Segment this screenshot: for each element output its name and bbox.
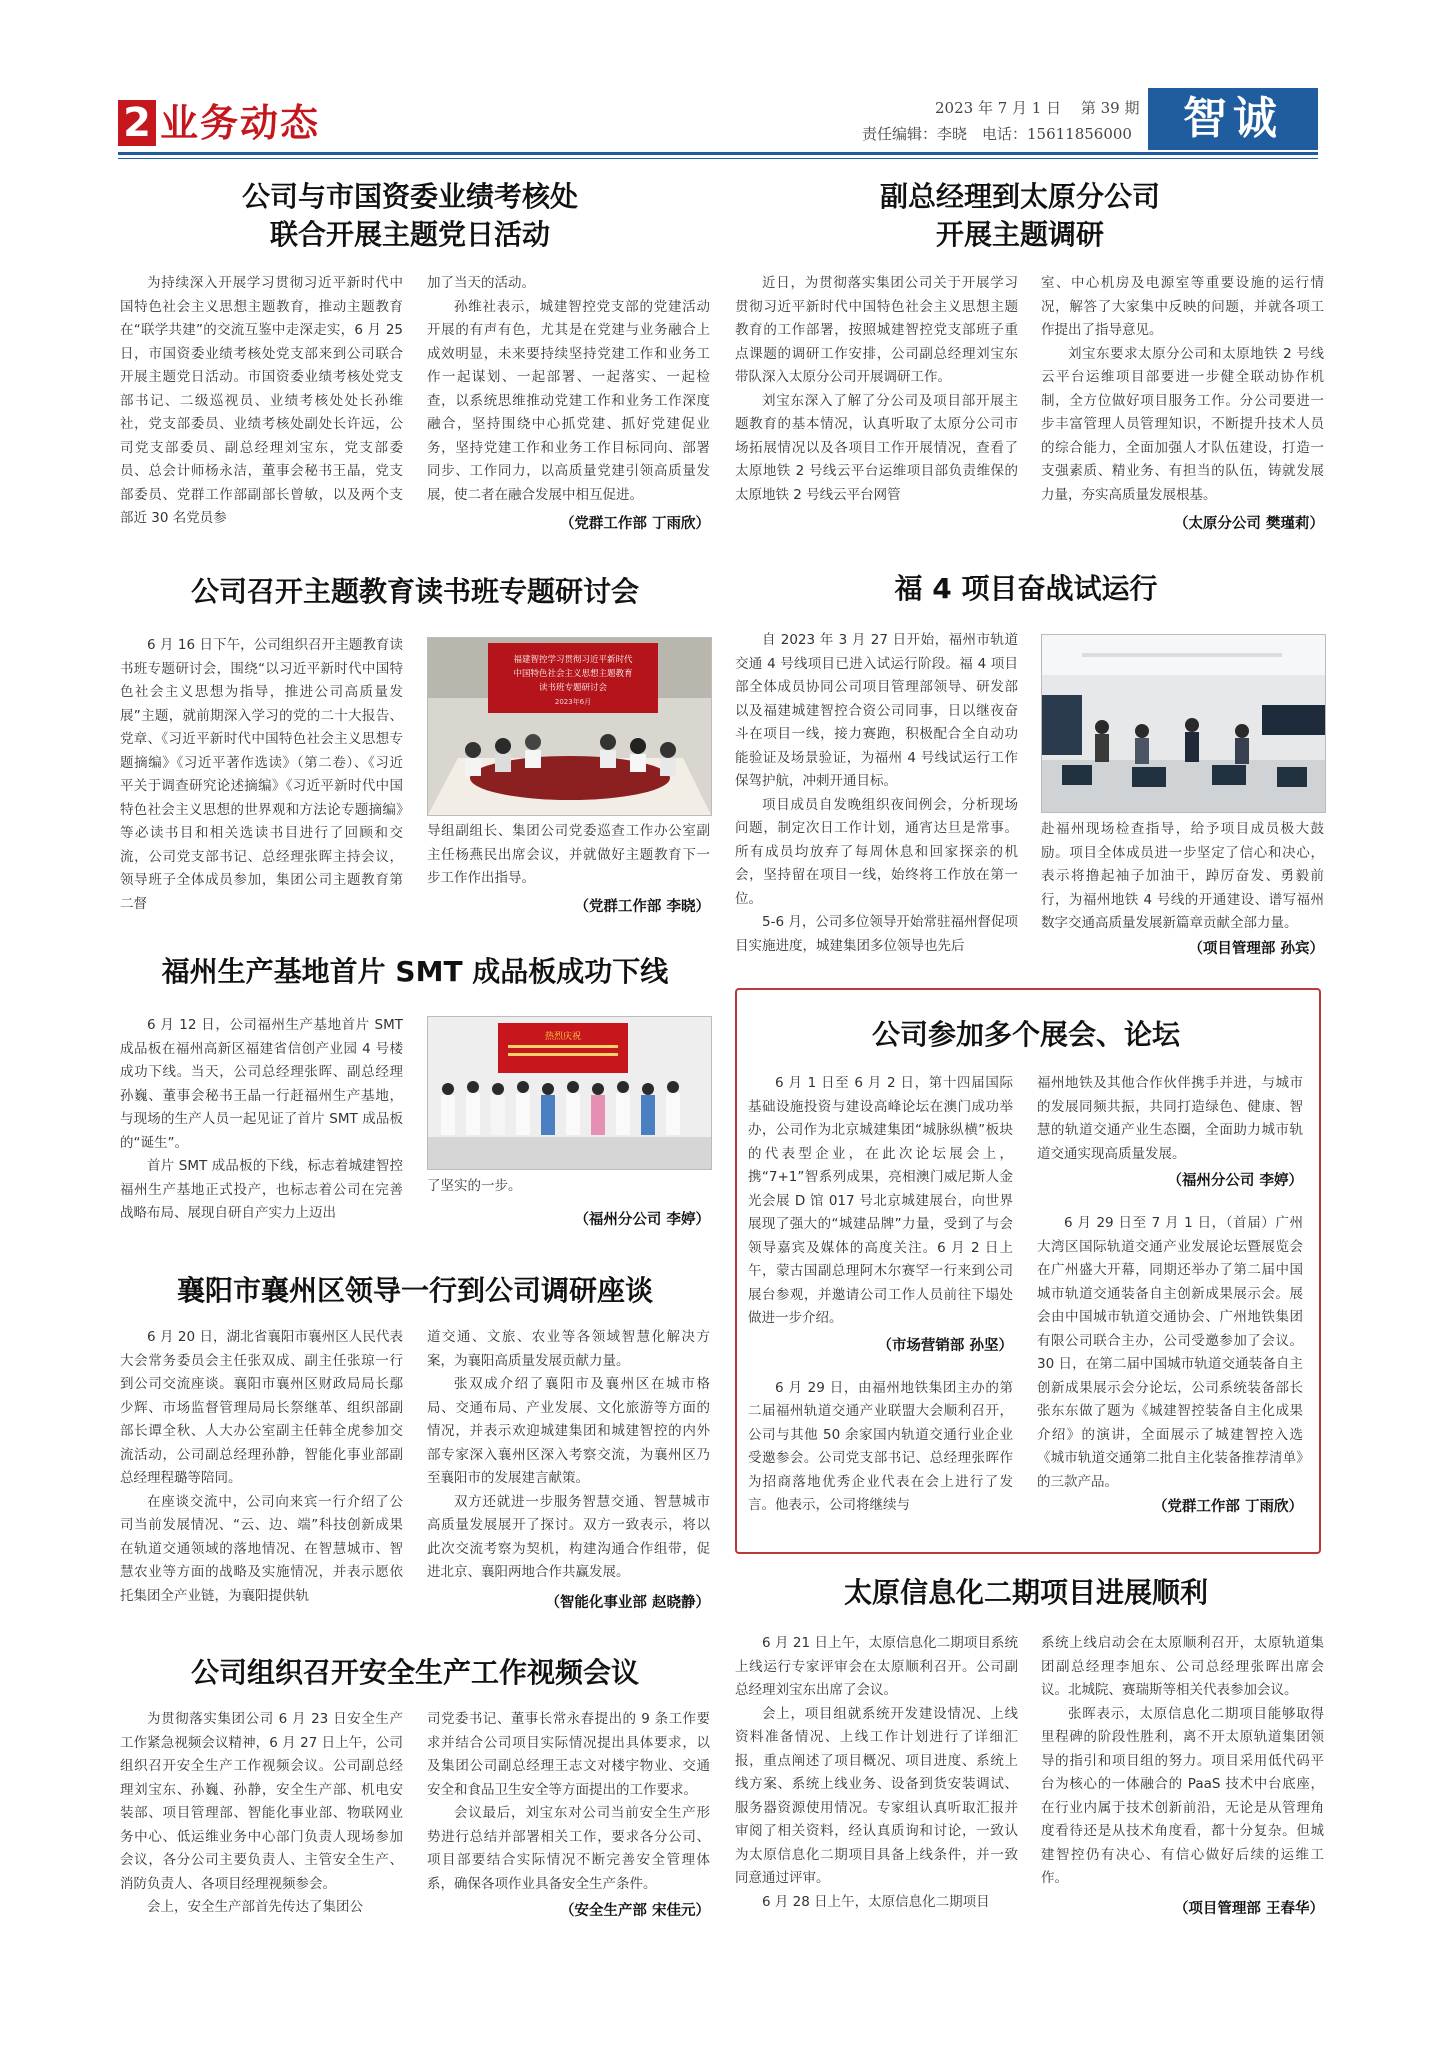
article-body: 室、中心机房及电源室等重要设施的运行情况，解答了大家集中反映的问题，并就各项工作提出了指导意见。 刘宝东要求太原分公司和太原地铁 2 号线云平台运维项目部要进一步健全联动协作机制，全方位做好项目服务工作。分公司要进一步丰富管理人员管理知识，不断提升技术人员的综合能力，全面加强人才队伍建设，打造一支强素质、精业务、有担当的队伍，铸就发展力量，夯实高质量发展根基。 <box>1041 275 1324 503</box>
team-photo <box>427 1016 712 1170</box>
byline: （安全生产部 宋佳元） <box>559 1903 710 1919</box>
article-body: 为贯彻落实集团公司 6 月 23 日安全生产工作紧急视频会议精神，6 月 27 日上午，公司组织召开安全生产工作视频会议。公司副总经理刘宝东、孙巍、孙静，安全生产部、机电安装部、项目管理部、智能化事业部、物联网业务中心、低运维业务中心部门负责人现场参加会议，各分公司主要负责人、主管安全生产、消防负责人、各项目经理视频参会。 会上，安全生产部首先传达了集团公 <box>120 1711 403 1915</box>
article-body: 了坚实的一步。 <box>427 1178 522 1194</box>
article-title: 福州生产基地首片 SMT 成品板成功下线 <box>161 955 669 988</box>
page-number: 2 <box>118 100 156 146</box>
article-title: 副总经理到太原分公司 开展主题调研 <box>879 180 1160 251</box>
article-body: 6 月 16 日下午，公司组织召开主题教育读书班专题研讨会，围绕“以习近平新时代中国特色社会主义思想为指导，推进公司高质量发展”主题，就前期深入学习的党的二十大报告、党章、《习近平新时代中国特色社会主义思想专题摘编》《习近平著作选读》（第二卷）、《习近平关于调查研究论述摘编》《习近平新时代中国特色社会主义思想的世界观和方法论专题摘编》等必读书目和相关选读书目进行了回顾和交流，公司党支部书记、总经理张晖主持会议，领导班子全体成员参加，集团公司主题教育第二督 <box>120 637 403 912</box>
brand-logo: 智诚 <box>1148 88 1318 150</box>
article-body: 6 月 1 日至 6 月 2 日，第十四届国际基础设施投资与建设高峰论坛在澳门成功举办，公司作为北京城建集团“城脉纵横”板块的代表型企业，在此次论坛展会上，携“7+1”智系列成果，亮相澳门威尼斯人金光会展 D 馆 017 号北京城建展台，向世界展现了强大的“城建品牌”力量，受到了与会领导嘉宾及媒体的高度关注。6 月 2 日上午，蒙古国副总理阿木尔赛罕一行来到公司展台参观，并邀请公司工作人员前往下塌处做进一步介绍。 （市场营销部 孙坚） 6 月 29 日，由福州地铁集团主办的第二届福州轨道交通产业联盟大会顺利召开，公司与其他 50 余家国内轨道交通行业企业受邀参会。公司党支部书记、总经理张晖作为招商落地优秀企业代表在会上进行了发言。他表示，公司将继续与 <box>748 1075 1013 1513</box>
control-room-photo <box>1041 634 1326 813</box>
article-body: 自 2023 年 3 月 27 日开始，福州市轨道交通 4 号线项目已进入试运行阶段。福 4 项目部全体成员协同公司项目管理部领导、研发部以及福建城建智控合资公司同事，日以继夜奋斗在项目一线，接力赛跑，积极配合全自动功能验证及场景验证，为福州 4 号线试运行工作保驾护航，冲刺开通目标。 项目成员自发晚组织夜间例会，分析现场问题，制定次日工作计划，通宵达旦是常事。所有成员均放弃了每周休息和回家探亲的机会，坚持留在项目一线，始终将工作放在第一位。 5-6 月，公司多位领导开始常驻福州督促项目实施进度，城建集团多位领导也先后 <box>735 632 1018 954</box>
article-title: 福 4 项目奋战试运行 <box>894 572 1158 605</box>
article-body: 赴福州现场检查指导，给予项目成员极大鼓励。项目全体成员进一步坚定了信心和决心，表示将撸起袖子加油干，踔厉奋发、勇毅前行，为福州地铁 4 号线的开通建设、谱写福州数字交通高质量发展新篇章贡献全部力量。 <box>1041 821 1324 931</box>
article-title: 太原信息化二期项目进展顺利 <box>843 1576 1208 1609</box>
byline: （项目管理部 孙宾） <box>1188 941 1324 957</box>
banner-date: 2023年6月 <box>554 698 592 706</box>
article-body: 加了当天的活动。 孙维社表示，城建智控党支部的党建活动开展的有声有色，尤其是在党建与业务融合上成效明显，未来要持续坚持党建工作和业务工作一起谋划、一起部署、一起落实、一起检查，以系统思维推动党建工作和业务工作深度融合，坚持围绕中心抓党建、抓好党建促业务，坚持党建工作和业务工作目标同向、部署同步、工作同力，以高质量党建引领高质量发展，使二者在融合发展中相互促进。 <box>427 275 710 503</box>
article-body: 道交通、文旅、农业等各领域智慧化解决方案，为襄阳高质量发展贡献力量。 张双成介绍了襄阳市及襄州区在城市格局、交通布局、产业发展、文化旅游等方面的情况，并表示欢迎城建集团和城建智控的内外部专家深入襄州区深入考察交流，为襄州区乃至襄阳市的发展建言献策。 双方还就进一步服务智慧交通、智慧城市高质量发展展开了探讨。双方一致表示，将以此次交流考察为契机，构建沟通合作组带，促进北京、襄阳两地合作共赢发展。 <box>427 1329 710 1580</box>
byline: （智能化事业部 赵晓静） <box>545 1595 710 1611</box>
banner-line-3: 读书班专题研讨会 <box>538 683 608 693</box>
control-room-illustration <box>1042 635 1325 812</box>
article-body: 6 月 12 日，公司福州生产基地首片 SMT 成品板在福州高新区福建省信创产业园 4 号楼成功下线。当天，公司总经理张晖、副总经理孙巍、董事会秘书王晶一行赶福州生产基地，与现场的生产人员一起见证了首片 SMT 成品板的“诞生”。 首片 SMT 成品板的下线，标志着城建智控福州生产基地正式投产，也标志着公司在完善战略布局、展现自研自产实力上迈出 <box>120 1017 403 1221</box>
article-body: 6 月 21 日上午，太原信息化二期项目系统上线运行专家评审会在太原顺利召开。公司副总经理刘宝东出席了会议。 会上，项目组就系统开发建设情况、上线资料准备情况、上线工作计划进行了详细汇报，重点阐述了项目概况、项目进度、系统上线方案、系统上线业务、设备到货安装调试、服务器资源使用情况。专家组认真听取汇报并审阅了相关资料，经认真质询和讨论，一致认为太原信息化二期项目具备上线条件，并一致同意通过评审。 6 月 28 日上午，太原信息化二期项目 <box>735 1635 1018 1910</box>
byline: （党群工作部 丁雨欣） <box>1152 1499 1303 1515</box>
article-title: 公司参加多个展会、论坛 <box>871 1018 1180 1051</box>
team-illustration <box>428 1017 711 1169</box>
header-rule <box>118 152 1318 155</box>
article-body: 为持续深入开展学习贯彻习近平新时代中国特色社会主义思想主题教育，推动主题教育在“联学共建”的交流互鉴中走深走实，6 月 25 日，市国资委业绩考核处党支部来到公司联合开展主题党日活动。市国资委业绩考核处党支部书记、二级巡视员、业绩考核处处长孙维社，党支部委员、业绩考核处副处长许远，公司党支部委员、副总经理刘宝东，党支部委员、总会计师杨永洁，董事会秘书王晶，党支部委员、党群工作部副部长曾敏，以及两个支部近 30 名党员参 <box>120 275 403 526</box>
byline: （党群工作部 丁雨欣） <box>559 516 710 532</box>
article-body: 近日，为贯彻落实集团公司关于开展学习贯彻习近平新时代中国特色社会主义思想主题教育的工作部署，按照城建智控党支部班子重点课题的调研工作安排，公司副总经理刘宝东带队深入太原分公司开展调研工作。 刘宝东深入了解了分公司及项目部开展主题教育的基本情况，认真听取了太原分公司市场拓展情况以及各项目工作开展情况，查看了太原地铁 2 号线云平台运维项目部负责维保的太原地铁 2 号线云平台网管 <box>735 275 1018 503</box>
article-body: 6 月 20 日，湖北省襄阳市襄州区人民代表大会常务委员会主任张双成、副主任张琼一行到公司交流座谈。襄阳市襄州区财政局局长鄢少辉、市场监督管理局局长祭继革、组织部副部长谭全秋、人大办公室副主任韩全虎参加交流活动，公司副总经理孙静，智能化事业部副总经理程璐等陪同。 在座谈交流中，公司向来宾一行介绍了公司当前发展情况、“云、边、端”科技创新成果在轨道交通领域的落地情况、在智慧城市、智慧农业等方面的战略及实施情况，并表示愿依托集团全产业链，为襄阳提供轨 <box>120 1329 403 1604</box>
editor-info: 责任编辑：李晓 电话：15611856000 <box>862 125 1132 143</box>
banner-text: 热烈庆祝 <box>544 1032 582 1042</box>
article-title: 公司组织召开安全生产工作视频会议 <box>190 1656 639 1689</box>
byline: （项目管理部 王春华） <box>1173 1901 1324 1917</box>
article-title: 公司与市国资委业绩考核处 联合开展主题党日活动 <box>241 180 578 251</box>
byline: （福州分公司 李婷） <box>1167 1173 1303 1189</box>
article-body: 司党委书记、董事长常永春提出的 9 条工作要求并结合公司项目实际情况提出具体要求，以及集团公司副总经理王志文对楼宇物业、交通安全和食品卫生安全等方面提出的工作要求。 会议最后，刘宝东对公司当前安全生产形势进行总结并部署相关工作，要求各分公司、项目部要结合实际情况不断完善安全管理体系，确保各项作业具备安全生产条件。 <box>427 1711 710 1892</box>
byline: （市场营销部 孙坚） <box>877 1337 1013 1354</box>
header-rule-thin <box>118 158 1318 159</box>
article-title: 公司召开主题教育读书班专题研讨会 <box>190 575 639 608</box>
article-body: 系统上线启动会在太原顺利召开，太原轨道集团副总经理李旭东、公司总经理张晖出席会议。北城院、赛瑞斯等相关代表参加会议。 张晖表示，太原信息化二期项目能够取得里程碑的阶段性胜利，离不开太原轨道集团领导的指引和项目组的努力。项目采用低代码平台为核心的一体融合的 PaaS 技术中台底座，在行业内属于技术创新前沿，无论是从管理角度看待还是从技术角度看，都十分复杂。但城建智控仍有决心、有信心做好后续的运维工作。 <box>1041 1635 1324 1886</box>
issue-date: 2023 年 7 月 1 日 第 39 期 <box>935 99 1140 117</box>
meeting-illustration <box>428 638 711 815</box>
banner-line-2: 中国特色社会主义思想主题教育 <box>513 669 633 679</box>
article-body: 福州地铁及其他合作伙伴携手并进，与城市的发展同频共振，共同打造绿色、健康、智慧的轨道交通产业生态圈，全面助力城市轨道交通实现高质量发展。 （福州分公司 李婷） 6 月 29 日至 7 月 1 日，（首届）广州大湾区国际轨道交通产业发展论坛暨展览会在广州盛大开幕，同期还举办了第二届中国城市轨道交通装备自主创新成果展示会。展会由中国城市轨道交通协会、广州地铁集团有限公司联合主办，公司受邀参加了会议。30 日，在第二届中国城市轨道交通装备自主创新成果展示会分论坛，公司系统装备部长张东东做了题为《城建智控装备自主化成果介绍》的演讲，全面展示了城建智控入选《城市轨道交通第二批自主化装备推荐清单》的三款产品。 （党群工作部 丁雨欣） <box>1037 1072 1303 1518</box>
byline: （党群工作部 李晓） <box>574 899 710 915</box>
byline: （太原分公司 樊瑾莉） <box>1173 516 1324 532</box>
banner-line-1: 福建智控学习贯彻习近平新时代 <box>513 655 633 665</box>
article-title: 襄阳市襄州区领导一行到公司调研座谈 <box>176 1274 653 1307</box>
section-title: 业务动态 <box>160 101 321 145</box>
byline: （福州分公司 李婷） <box>574 1212 710 1228</box>
article-body: 导组副组长、集团公司党委巡查工作办公室副主任杨燕民出席会议，并就做好主题教育下一步工作作出指导。 <box>427 823 710 886</box>
meeting-photo <box>427 637 712 816</box>
